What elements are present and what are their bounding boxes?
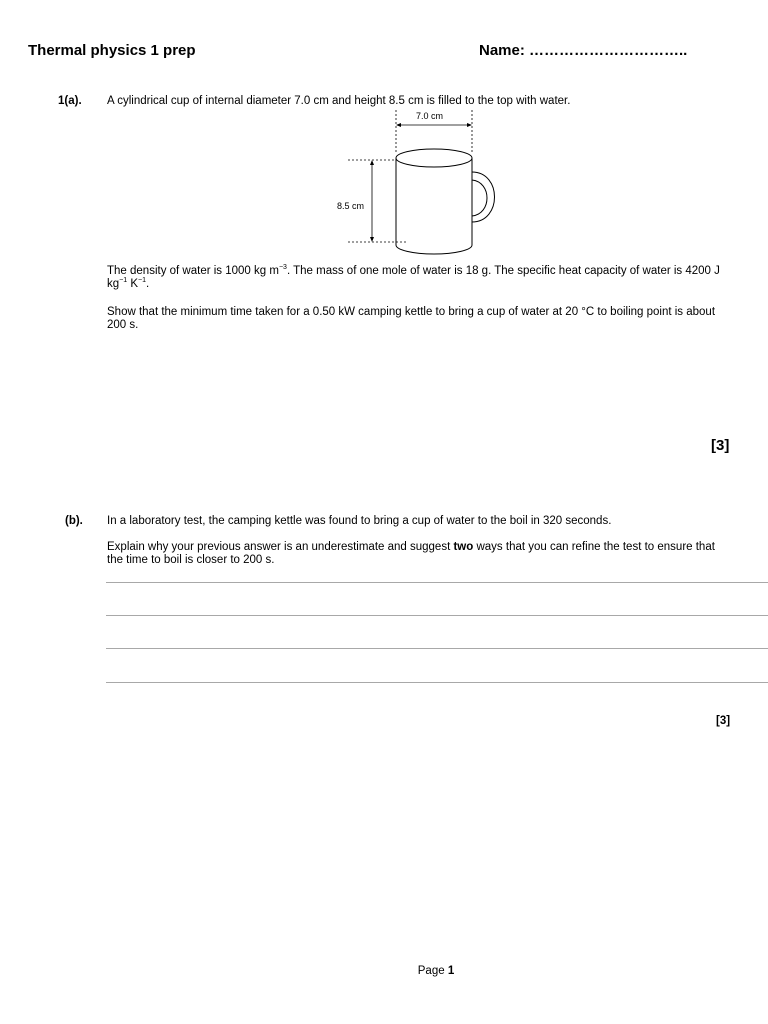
cup-handle-inner: [472, 180, 487, 216]
question-number-1a: 1(a).: [58, 95, 82, 107]
marks-1a: [3]: [711, 437, 730, 454]
cup-base: [396, 245, 472, 254]
answer-line[interactable]: [106, 615, 768, 616]
height-label: 8.5 cm: [337, 201, 365, 211]
question-1b-intro: In a laboratory test, the camping kettle was found to bring a cup of water to the boil in 320 seconds.: [107, 515, 612, 527]
question-1b-task: Explain why your previous answer is an underestimate and suggest two ways that you can refine the test to ensure that the time to boil is closer to 200 s.: [107, 541, 715, 566]
answer-line[interactable]: [106, 682, 768, 683]
answer-line[interactable]: [106, 582, 768, 583]
name-field-label: Name: …………………………..: [479, 42, 688, 59]
question-1a-task: Show that the minimum time taken for a 0.50 kW camping kettle to bring a cup of water at 20 °C to boiling point is about 200 s.: [107, 306, 716, 331]
answer-line[interactable]: [106, 648, 768, 649]
question-1a-data: The density of water is 1000 kg $m^{-3}$. The mass of one mole of water is 18 g. The specific heat capacity of water is 4200 J $kg^{-1}$ $K^{-1}$.: [107, 264, 720, 290]
page-footer: Page 1: [417, 965, 455, 977]
height-arrowhead-bottom: [370, 237, 374, 242]
diameter-label: 7.0 cm: [416, 111, 444, 121]
diameter-arrowhead-left: [396, 123, 401, 127]
question-number-1b: (b).: [65, 515, 83, 527]
cup-rim: [396, 149, 472, 167]
diameter-arrowhead-right: [467, 123, 472, 127]
marks-1b: [3]: [716, 715, 731, 727]
cup-diagram: [330, 108, 510, 256]
question-1a-intro: A cylindrical cup of internal diameter 7.0 cm and height 8.5 cm is filled to the top with water.: [107, 95, 571, 107]
page-title: Thermal physics 1 prep: [28, 42, 196, 59]
height-arrowhead-top: [370, 160, 374, 165]
cup-handle-outer: [472, 172, 495, 222]
